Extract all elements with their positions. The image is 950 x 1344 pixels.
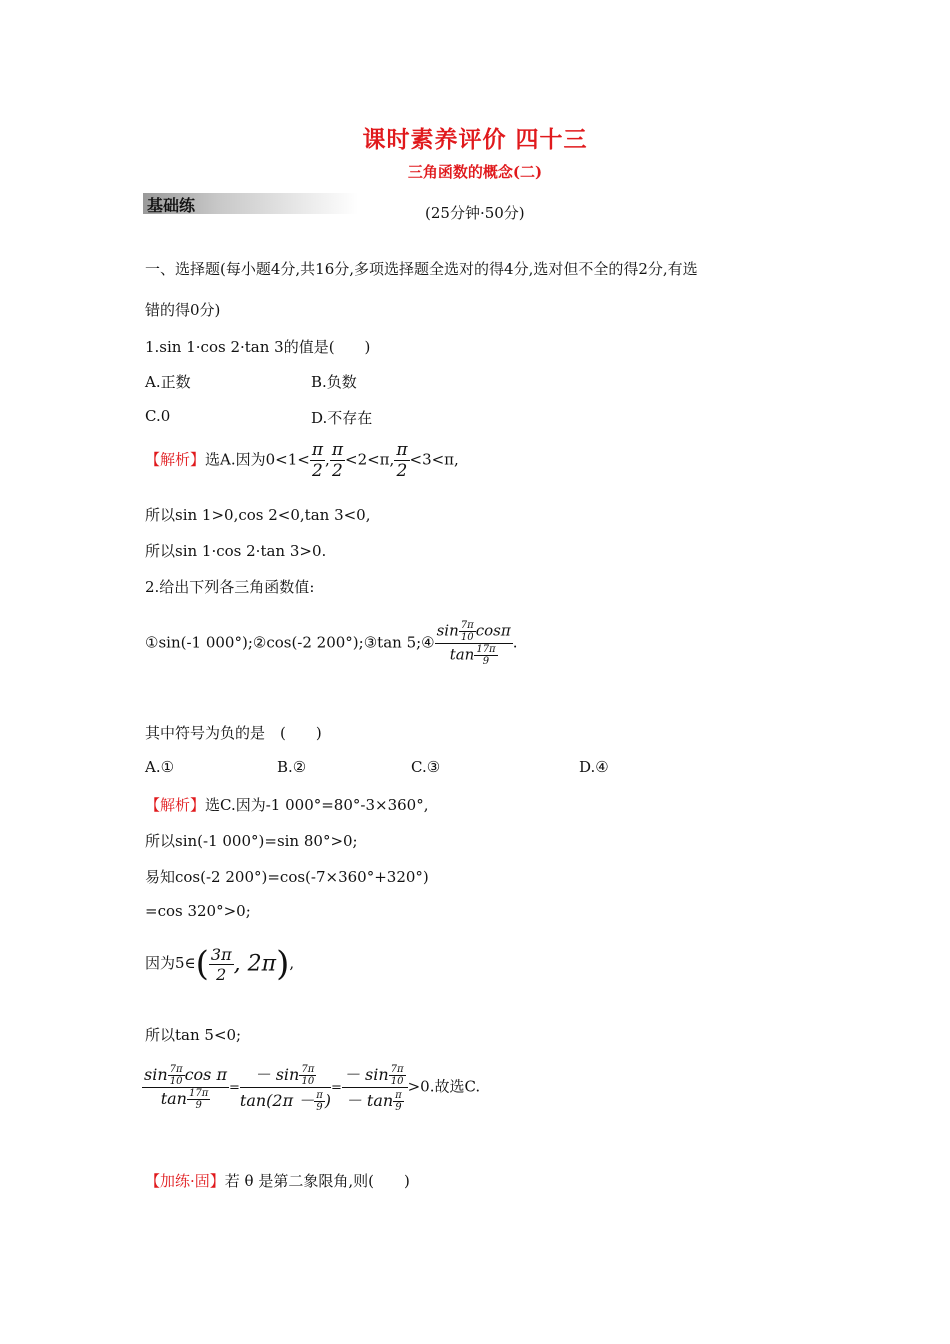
- fraction-pi-over-2: $\frac{\pi}{2}$: [331, 440, 343, 481]
- q2-ask: 其中符号为负的是 ( ): [145, 724, 322, 742]
- fraction-expression-2: － sin $\frac{7\pi}{10}$ tan(2π － $\frac{\pi}{9}$ ): [239, 1064, 332, 1113]
- q2-option-b: B.②: [277, 758, 307, 776]
- q1-option-a: A.正数: [145, 373, 191, 391]
- page-subtitle: 三角函数的概念(二): [407, 163, 543, 181]
- analysis-label: 【解析】: [145, 796, 206, 814]
- q1-option-d: D.不存在: [311, 409, 373, 427]
- q2-step-5: 因为5∈( $\frac{3\pi}{2}$ , 2π),: [145, 944, 295, 984]
- instruction-line-2: 错的得0分): [145, 301, 221, 319]
- analysis-label: 【解析】: [145, 450, 206, 469]
- fraction-pi-over-2: $\frac{\pi}{2}$: [396, 440, 408, 481]
- extra-practice: 【加练·固】若 θ 是第二象限角,则( ): [145, 1172, 410, 1190]
- section-label: 基础练: [147, 196, 196, 215]
- q1-option-c: C.0: [145, 407, 171, 425]
- q2-option-a: A.①: [145, 758, 175, 776]
- q1-step-2: 所以sin 1>0,cos 2<0,tan 3<0,: [145, 506, 371, 524]
- q2-step-4: =cos 320°>0;: [145, 902, 251, 920]
- fraction-pi-over-2: $\frac{\pi}{2}$: [311, 440, 324, 481]
- q1-analysis: 【解析】选A.因为0<1< $\frac{\pi}{2}$ , $\frac{\pi}{2}$ <2<π, $\frac{\pi}{2}$ <3<π,: [145, 440, 459, 481]
- page-title: 课时素养评价 四十三: [362, 126, 588, 153]
- q2-option-c: C.③: [411, 758, 441, 776]
- question-2: 2.给出下列各三角函数值:: [145, 578, 315, 596]
- q2-items: ①sin(-1 000°);②cos(-2 200°);③tan 5;④ sin $\frac{7\pi}{10}$ cosπ tan $\frac{17\pi}{9}$ .: [145, 620, 518, 667]
- q2-step-3: 易知cos(-2 200°)=cos(-7×360°+320°): [145, 868, 429, 886]
- q2-analysis: 【解析】选C.因为-1 000°=80°-3×360°,: [145, 796, 429, 814]
- fraction-sin-cos-over-tan: sin $\frac{7\pi}{10}$ cosπ tan $\frac{17\pi}{9}$: [436, 620, 511, 667]
- fraction-expression-3: － sin $\frac{7\pi}{10}$ － tan $\frac{\pi}{9}$: [342, 1062, 408, 1113]
- instruction-line-1: 一、选择题(每小题4分,共16分,多项选择题全选对的得4分,选对但不全的得2分,有选: [145, 260, 698, 278]
- question-1: 1.sin 1·cos 2·tan 3的值是( ): [145, 338, 371, 356]
- q2-equation: sin $\frac{7\pi}{10}$ cos π tan $\frac{17\pi}{9}$ = － sin $\frac{7\pi}{10}$ tan(2π － $\frac{\pi}{9}$ ) = － sin $\frac{7\pi}{10}$ － tan $\frac{\pi}{9}$ >0.故选C.: [144, 1064, 481, 1113]
- q2-step-6: 所以tan 5<0;: [145, 1026, 242, 1044]
- q1-option-b: B.负数: [311, 373, 357, 391]
- extra-practice-label: 【加练·固】: [145, 1172, 225, 1190]
- fraction-3pi-over-2: $\frac{3\pi}{2}$: [210, 944, 232, 984]
- q2-option-d: D.④: [579, 758, 609, 776]
- time-score: (25分钟·50分): [425, 204, 525, 222]
- fraction-expression-1: sin $\frac{7\pi}{10}$ cos π tan $\frac{17\pi}{9}$: [144, 1064, 227, 1111]
- q1-step-3: 所以sin 1·cos 2·tan 3>0.: [145, 542, 327, 560]
- q2-step-2: 所以sin(-1 000°)=sin 80°>0;: [145, 832, 358, 850]
